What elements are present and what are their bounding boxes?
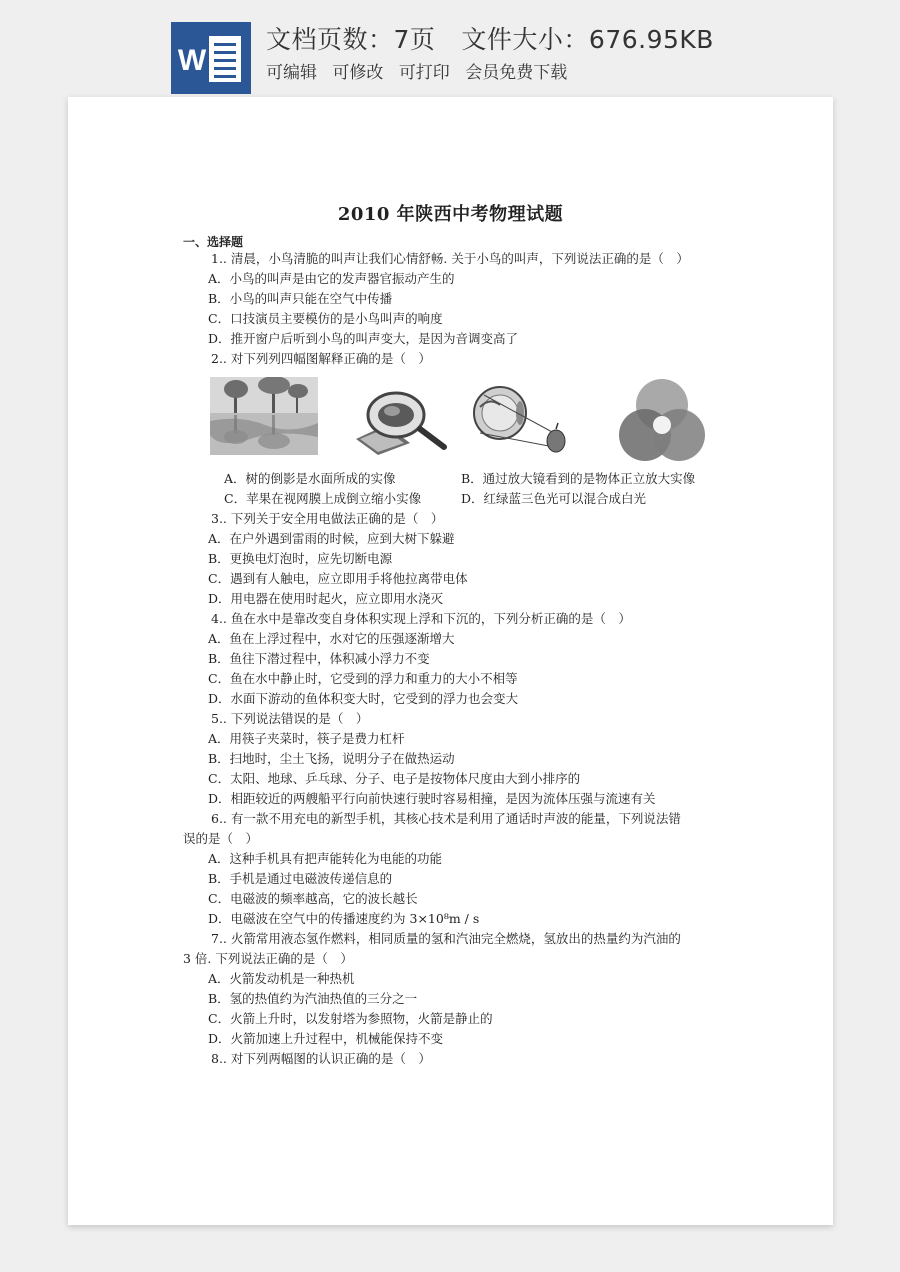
question-4-option-a: A．鱼在上浮过程中，水对它的压强逐渐增大 [208,631,455,646]
question-3-option-c: C．遇到有人触电，应立即用手将他拉离带电体 [208,571,468,586]
feature-modifiable: 可修改 [332,63,384,83]
question-1-option-c: C．口技演员主要模仿的是小鸟叫声的响度 [208,311,443,326]
question-7-stem-continued: 3 倍. 下列说法正确的是（ ） [183,951,353,966]
word-icon-letter: W [177,44,207,77]
question-6-stem-continued: 误的是（ ） [183,831,259,846]
question-1-option-b: B．小鸟的叫声只能在空气中传播 [208,291,393,306]
page-count: 文档页数：7页 [266,25,436,54]
question-8-stem: 8.. 对下列两幅图的认识正确的是（ ） [211,1051,431,1066]
magnifier-figure [348,377,448,457]
question-list [68,249,833,1069]
file-stats [266,20,714,56]
question-1-option-d: D．推开窗户后听到小鸟的叫声变大，是因为音调变高了 [208,331,519,346]
question-6-option-a: A．这种手机具有把声能转化为电能的功能 [208,851,443,866]
tree-reflection-figure [210,377,318,455]
question-3-option-a: A．在户外遇到雷雨的时候，应到大树下躲避 [208,531,455,546]
question-7-stem: 7.. 火箭常用液态氢作燃料，相同质量的氢和汽油完全燃烧，氢放出的热量约为汽油的 [211,931,681,946]
feature-editable: 可编辑 [266,63,317,83]
question-4-option-c: C．鱼在水中静止时，它受到的浮力和重力的大小不相等 [208,671,518,686]
question-2-options-row-1 [68,469,833,489]
document-page [68,97,833,1225]
question-4-stem: 4.. 鱼在水中是靠改变自身体积实现上浮和下沉的，下列分析正确的是（ ） [211,611,631,626]
feature-list [266,58,577,83]
question-3-option-d: D．用电器在使用时起火，应立即用水浇灭 [208,591,444,606]
question-1-option-a: A．小鸟的叫声是由它的发声器官振动产生的 [208,271,455,286]
question-5-stem: 5.. 下列说法错误的是（ ） [211,711,369,726]
question-4-option-b: B．鱼往下潜过程中，体积减小浮力不变 [208,651,430,666]
question-7-option-d: D．火箭加速上升过程中，机械能保持不变 [208,1031,444,1046]
question-7-option-a: A．火箭发动机是一种热机 [208,971,355,986]
question-2-options-row-2 [68,489,833,509]
eye-diagram-figure [470,377,568,463]
rgb-circles-figure [614,377,710,469]
question-2-option-b: B．通过放大镜看到的是物体正立放大实像 [461,471,696,486]
question-5-option-d: D．相距较近的两艘船平行向前快速行驶时容易相撞，是因为流体压强与流速有关 [208,791,656,806]
section-heading: 一、选择题 [183,235,244,249]
question-4-option-d: D．水面下游动的鱼体积变大时，它受到的浮力也会变大 [208,691,519,706]
question-3-option-b: B．更换电灯泡时，应先切断电源 [208,551,393,566]
download-banner [0,0,900,96]
page-title: 2010 年陕西中考物理试题 [337,204,564,225]
question-7-option-b: B．氢的热值约为汽油热值的三分之一 [208,991,418,1006]
word-document-icon [171,22,251,94]
question-2-stem: 2.. 对下列列四幅图解释正确的是（ ） [211,351,431,366]
question-2-figures [68,369,833,469]
question-7-option-c: C．火箭上升时，以发射塔为参照物，火箭是静止的 [208,1011,493,1026]
question-2-option-d: D．红绿蓝三色光可以混合成白光 [461,491,647,506]
question-5-option-b: B．扫地时，尘土飞扬，说明分子在做热运动 [208,751,455,766]
question-6-option-c: C．电磁波的频率越高，它的波长越长 [208,891,418,906]
question-3-stem: 3.. 下列关于安全用电做法正确的是（ ） [211,511,444,526]
question-5-option-a: A．用筷子夹菜时，筷子是费力杠杆 [208,731,405,746]
question-6-option-d: D．电磁波在空气中的传播速度约为 3×10⁸m / s [208,911,480,926]
feature-member-download[interactable]: 会员免费下载 [465,63,568,83]
feature-printable: 可打印 [398,63,450,83]
question-1-stem: 1.. 清晨，小鸟清脆的叫声让我们心情舒畅. 关于小鸟的叫声，下列说法正确的是（ ） [211,251,689,266]
file-size: 文件大小：676.95KB [461,25,714,54]
question-2-option-a: A．树的倒影是水面所成的实像 [224,471,396,486]
question-6-stem: 6.. 有一款不用充电的新型手机，其核心技术是利用了通话时声波的能量，下列说法错 [211,811,681,826]
question-2-option-c: C．苹果在视网膜上成倒立缩小实像 [224,491,422,506]
question-5-option-c: C．太阳、地球、乒乓球、分子、电子是按物体尺度由大到小排序的 [208,771,581,786]
question-6-option-b: B．手机是通过电磁波传递信息的 [208,871,393,886]
